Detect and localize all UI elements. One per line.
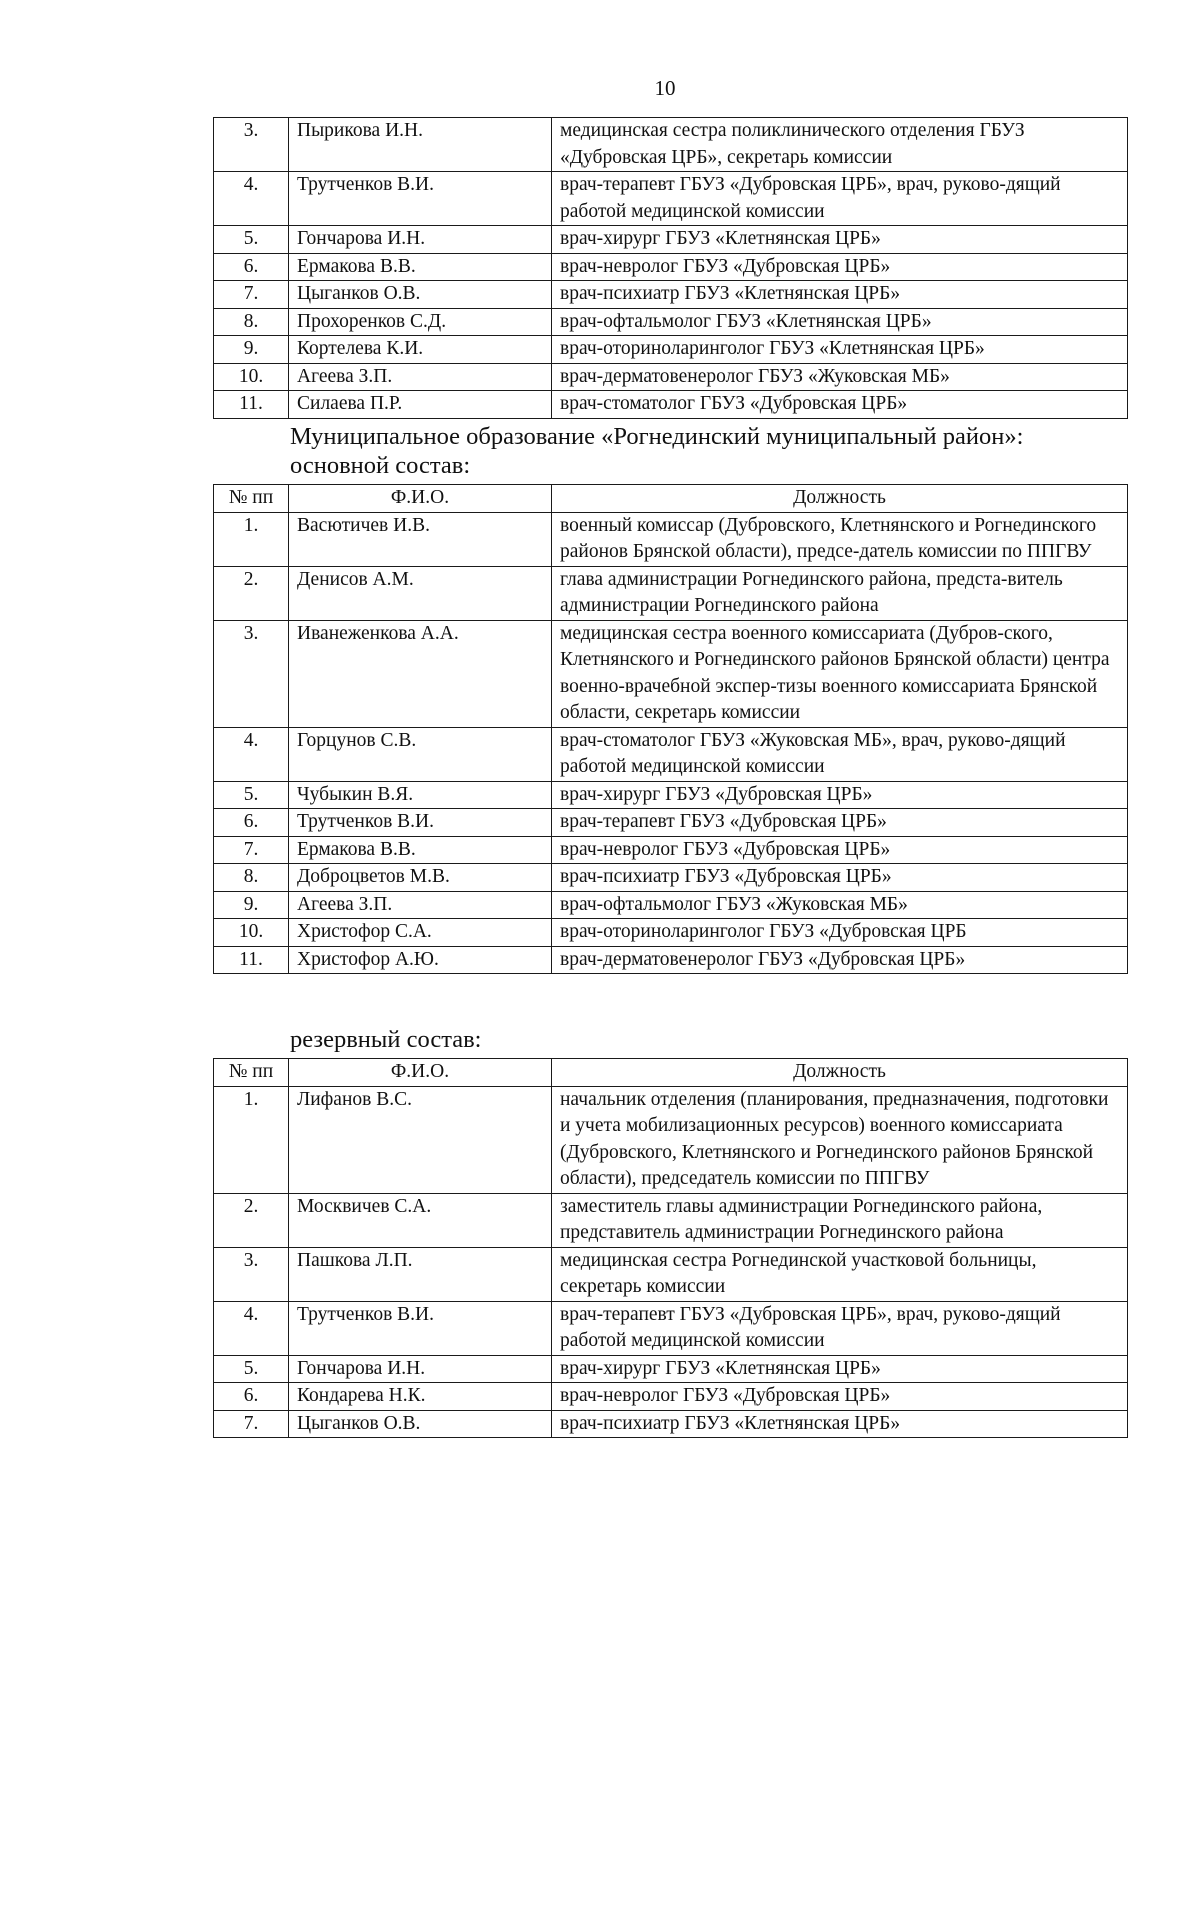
table-row — [214, 512, 1128, 566]
row-position: врач-дерматовенеролог ГБУЗ «Дубровская ЦРБ» — [552, 946, 1128, 974]
row-name: Силаева П.Р. — [289, 391, 552, 419]
table-row — [214, 1410, 1128, 1438]
row-position: военный комиссар (Дубровского, Клетнянского и Рогнединского районов Брянской области), предсе-датель комиссии по ППГВУ — [552, 512, 1128, 566]
page-number: 10 — [654, 76, 676, 100]
row-position: врач-офтальмолог ГБУЗ «Жуковская МБ» — [552, 891, 1128, 919]
row-name: Цыганков О.В. — [289, 1410, 552, 1438]
table-header-row — [214, 485, 1128, 513]
row-number: 10. — [214, 363, 289, 391]
table-row — [214, 727, 1128, 781]
row-position: врач-невролог ГБУЗ «Дубровская ЦРБ» — [552, 836, 1128, 864]
header-name: Ф.И.О. — [289, 485, 552, 513]
row-name: Ермакова В.В. — [289, 253, 552, 281]
row-number: 8. — [214, 864, 289, 892]
row-name: Трутченков В.И. — [289, 172, 552, 226]
table-row — [214, 363, 1128, 391]
header-number: № пп — [214, 485, 289, 513]
row-position: врач-психиатр ГБУЗ «Клетнянская ЦРБ» — [552, 281, 1128, 309]
row-position: медицинская сестра поликлинического отделения ГБУЗ «Дубровская ЦРБ», секретарь комиссии — [552, 118, 1128, 172]
row-name: Доброцветов М.В. — [289, 864, 552, 892]
table-row — [214, 1247, 1128, 1301]
row-name: Христофор С.А. — [289, 919, 552, 947]
row-position: врач-невролог ГБУЗ «Дубровская ЦРБ» — [552, 1383, 1128, 1411]
table-row — [214, 1301, 1128, 1355]
row-name: Москвичев С.А. — [289, 1193, 552, 1247]
row-name: Кондарева Н.К. — [289, 1383, 552, 1411]
row-name: Иванеженкова А.А. — [289, 620, 552, 727]
header-name: Ф.И.О. — [289, 1059, 552, 1087]
row-number: 4. — [214, 172, 289, 226]
row-position: врач-терапевт ГБУЗ «Дубровская ЦРБ», врач, руково-дящий работой медицинской комиссии — [552, 172, 1128, 226]
table-row — [214, 919, 1128, 947]
table-row — [214, 118, 1128, 172]
row-number: 1. — [214, 512, 289, 566]
header-number: № пп — [214, 1059, 289, 1087]
row-number: 2. — [214, 1193, 289, 1247]
header-position: Должность — [552, 1059, 1128, 1087]
row-name: Лифанов В.С. — [289, 1086, 552, 1193]
row-number: 4. — [214, 727, 289, 781]
row-name: Прохоренков С.Д. — [289, 308, 552, 336]
row-name: Горцунов С.В. — [289, 727, 552, 781]
table-row — [214, 620, 1128, 727]
row-name: Трутченков В.И. — [289, 809, 552, 837]
table-row — [214, 1086, 1128, 1193]
row-name: Цыганков О.В. — [289, 281, 552, 309]
row-number: 5. — [214, 226, 289, 254]
table-row — [214, 226, 1128, 254]
row-position: начальник отделения (планирования, предназначения, подготовки и учета мобилизационных ресурсов) военного комиссариата (Дубровского, Клетнянского и Рогнединского районов Брянской области), председатель комиссии по ППГВУ — [552, 1086, 1128, 1193]
row-number: 6. — [214, 1383, 289, 1411]
row-number: 5. — [214, 1355, 289, 1383]
section-title-reserve: резервный состав: — [290, 1026, 482, 1053]
table-row — [214, 253, 1128, 281]
row-position: врач-дерматовенеролог ГБУЗ «Жуковская МБ» — [552, 363, 1128, 391]
row-name: Чубыкин В.Я. — [289, 781, 552, 809]
table-row — [214, 946, 1128, 974]
row-position: медицинская сестра Рогнединской участковой больницы, секретарь комиссии — [552, 1247, 1128, 1301]
header-position: Должность — [552, 485, 1128, 513]
table-row — [214, 864, 1128, 892]
commission-table-main — [213, 484, 1128, 974]
table-row — [214, 781, 1128, 809]
row-position: медицинская сестра военного комиссариата (Дубров-ского, Клетнянского и Рогнединского районов Брянской области) центра военно-врачебной экспер-тизы военного комиссариата Брянской области, секретарь комиссии — [552, 620, 1128, 727]
row-position: врач-психиатр ГБУЗ «Клетнянская ЦРБ» — [552, 1410, 1128, 1438]
commission-table-reserve — [213, 1058, 1128, 1438]
table-row — [214, 1193, 1128, 1247]
table-row — [214, 281, 1128, 309]
row-name: Христофор А.Ю. — [289, 946, 552, 974]
row-number: 9. — [214, 891, 289, 919]
table-row — [214, 308, 1128, 336]
row-number: 2. — [214, 566, 289, 620]
section-title-main: Муниципальное образование «Рогнединский муниципальный район»: основной состав: — [290, 423, 1024, 479]
commission-table-continued — [213, 117, 1128, 419]
row-position: врач-терапевт ГБУЗ «Дубровская ЦРБ», врач, руково-дящий работой медицинской комиссии — [552, 1301, 1128, 1355]
table-row — [214, 1383, 1128, 1411]
row-position: врач-оториноларинголог ГБУЗ «Клетнянская ЦРБ» — [552, 336, 1128, 364]
row-position: врач-психиатр ГБУЗ «Дубровская ЦРБ» — [552, 864, 1128, 892]
row-name: Пашкова Л.П. — [289, 1247, 552, 1301]
row-name: Трутченков В.И. — [289, 1301, 552, 1355]
row-number: 7. — [214, 836, 289, 864]
row-position: врач-хирург ГБУЗ «Клетнянская ЦРБ» — [552, 226, 1128, 254]
row-position: врач-оториноларинголог ГБУЗ «Дубровская ЦРБ — [552, 919, 1128, 947]
table-header-row — [214, 1059, 1128, 1087]
row-number: 6. — [214, 809, 289, 837]
row-position: врач-хирург ГБУЗ «Клетнянская ЦРБ» — [552, 1355, 1128, 1383]
table-row — [214, 836, 1128, 864]
table-row — [214, 336, 1128, 364]
row-number: 1. — [214, 1086, 289, 1193]
row-number: 9. — [214, 336, 289, 364]
row-name: Кортелева К.И. — [289, 336, 552, 364]
row-position: врач-терапевт ГБУЗ «Дубровская ЦРБ» — [552, 809, 1128, 837]
row-position: врач-стоматолог ГБУЗ «Дубровская ЦРБ» — [552, 391, 1128, 419]
row-position: заместитель главы администрации Рогнединского района, представитель администрации Рогнединского района — [552, 1193, 1128, 1247]
row-number: 6. — [214, 253, 289, 281]
row-name: Агеева З.П. — [289, 891, 552, 919]
row-position: врач-офтальмолог ГБУЗ «Клетнянская ЦРБ» — [552, 308, 1128, 336]
row-position: глава администрации Рогнединского района, предста-витель администрации Рогнединского района — [552, 566, 1128, 620]
row-name: Пырикова И.Н. — [289, 118, 552, 172]
row-number: 4. — [214, 1301, 289, 1355]
table-row — [214, 1355, 1128, 1383]
row-number: 3. — [214, 620, 289, 727]
row-name: Денисов А.М. — [289, 566, 552, 620]
table-row — [214, 891, 1128, 919]
row-position: врач-стоматолог ГБУЗ «Жуковская МБ», врач, руково-дящий работой медицинской комиссии — [552, 727, 1128, 781]
row-number: 11. — [214, 946, 289, 974]
table-row — [214, 172, 1128, 226]
row-position: врач-хирург ГБУЗ «Дубровская ЦРБ» — [552, 781, 1128, 809]
row-number: 7. — [214, 1410, 289, 1438]
row-name: Ермакова В.В. — [289, 836, 552, 864]
table-row — [214, 566, 1128, 620]
row-number: 8. — [214, 308, 289, 336]
table-row — [214, 809, 1128, 837]
row-number: 10. — [214, 919, 289, 947]
row-name: Васютичев И.В. — [289, 512, 552, 566]
row-name: Гончарова И.Н. — [289, 1355, 552, 1383]
row-number: 11. — [214, 391, 289, 419]
row-number: 5. — [214, 781, 289, 809]
table-row — [214, 391, 1128, 419]
row-name: Гончарова И.Н. — [289, 226, 552, 254]
row-number: 3. — [214, 1247, 289, 1301]
row-name: Агеева З.П. — [289, 363, 552, 391]
row-position: врач-невролог ГБУЗ «Дубровская ЦРБ» — [552, 253, 1128, 281]
row-number: 3. — [214, 118, 289, 172]
row-number: 7. — [214, 281, 289, 309]
